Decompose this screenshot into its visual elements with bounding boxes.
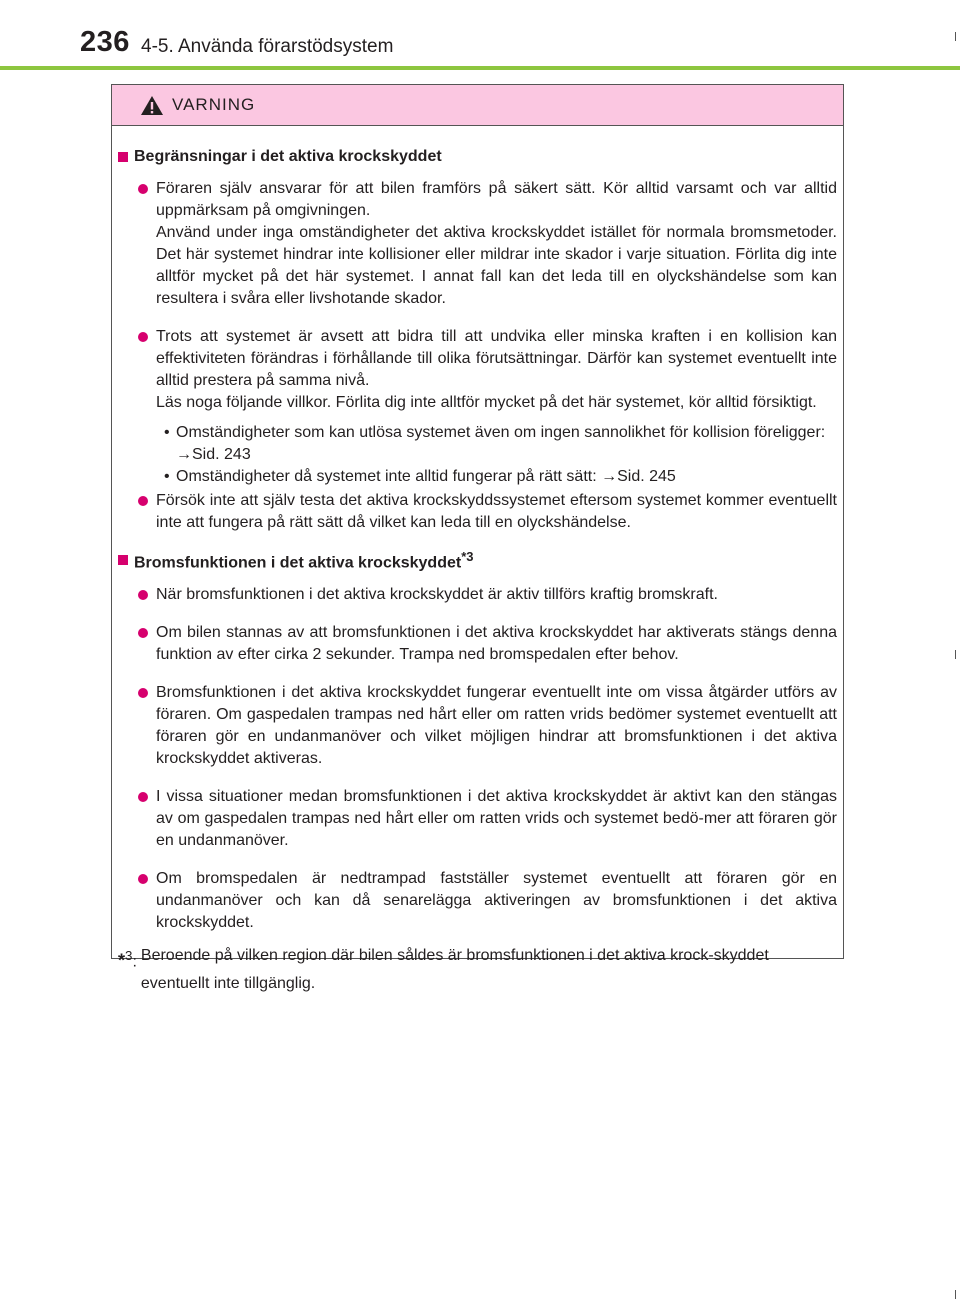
paragraph: Använd under inga omständigheter det aktiva krockskyddet istället för normala bromsmetoder. Det här systemet hindrar inte kollisioner eller mildrar inte skador i varje situation. Förlita dig inte alltför mycket på det här systemet. I annat fall kan det leda till en olyckshändelse som kan resultera i svåra eller livshotande skador. bbox=[156, 224, 837, 307]
section-title: 4-5. Använda förarstödsystem bbox=[141, 36, 394, 57]
paragraph: Försök inte att själv testa det aktiva krockskyddssystemet eftersom systemet kommer eventuellt inte att fungera på rätt sätt då vilket kan leda till en olyckshändelse. bbox=[156, 492, 837, 531]
square-bullet-icon bbox=[118, 152, 128, 162]
bullet-item bbox=[118, 682, 837, 770]
paragraph: Om bromspedalen är nedtrampad fastställer systemet eventuellt att föraren gör en undanmanöver och kan då senarelägga aktiveringen av bromsfunktionen i det aktiva krockskyddet. bbox=[156, 870, 837, 932]
square-bullet-icon bbox=[118, 555, 128, 565]
sub-item: • Omständigheter då systemet inte alltid fungerar på rätt sätt: →Sid. 245 bbox=[164, 468, 676, 485]
page-number: 236 bbox=[80, 26, 130, 58]
circle-bullet-icon bbox=[138, 184, 148, 194]
circle-bullet-icon bbox=[138, 688, 148, 698]
footnote-marker: *$^3$: bbox=[118, 948, 137, 971]
page-reference[interactable]: →Sid. 243 bbox=[176, 446, 251, 463]
page-header bbox=[0, 0, 960, 72]
section-heading: Bromsfunktionen i det aktiva krockskyddet$^{*3}$ bbox=[118, 546, 837, 574]
paragraph: Läs noga följande villkor. Förlita dig inte alltför mycket på det här systemet, kör alltid försiktigt. bbox=[156, 394, 817, 411]
bullet-item bbox=[118, 584, 837, 606]
circle-bullet-icon bbox=[138, 874, 148, 884]
bullet-item bbox=[118, 490, 837, 534]
circle-bullet-icon bbox=[138, 496, 148, 506]
section-heading: Begränsningar i det aktiva krockskyddet bbox=[118, 146, 837, 168]
warning-body bbox=[112, 126, 843, 998]
footnote-marker: *3 bbox=[461, 549, 474, 564]
bullet-item bbox=[118, 622, 837, 666]
bullet-item bbox=[118, 178, 837, 310]
warning-title: VARNING bbox=[172, 95, 256, 114]
crop-mark bbox=[955, 650, 956, 659]
paragraph: Trots att systemet är avsett att bidra till att undvika eller minska kraften i en kollision kan effektiviteten förändras i förhållande till olika förutsättningar. Därför kan systemet eventuellt inte alltid prestera på samma nivå. bbox=[156, 328, 837, 389]
bullet-item bbox=[118, 326, 837, 414]
circle-bullet-icon bbox=[138, 590, 148, 600]
circle-bullet-icon bbox=[138, 628, 148, 638]
page-reference[interactable]: →Sid. 245 bbox=[601, 468, 676, 485]
circle-bullet-icon bbox=[138, 332, 148, 342]
circle-bullet-icon bbox=[138, 792, 148, 802]
paragraph: Föraren själv ansvarar för att bilen framförs på säkert sätt. Kör alltid varsamt och var alltid uppmärksam på omgivningen. bbox=[156, 180, 837, 219]
warning-header bbox=[112, 85, 843, 126]
header-divider bbox=[0, 66, 960, 70]
bullet-item bbox=[118, 786, 837, 852]
warning-box bbox=[111, 84, 844, 993]
footnote bbox=[118, 942, 837, 998]
footnote-text: Beroende på vilken region där bilen såldes är bromsfunktionen i det aktiva krock-skyddet eventuellt inte tillgänglig. bbox=[140, 947, 769, 993]
paragraph: Bromsfunktionen i det aktiva krockskyddet fungerar eventuellt inte om vissa åtgärder utförs av föraren. Om gaspedalen trampas ned hårt eller om ratten vrids bedömer systemet eventuellt att föraren gör en undanmanöver och vilket möjligen hindrar att bromsfunktionen i det aktiva krockskyddet aktiveras. bbox=[156, 684, 837, 768]
sub-item: • Omständigheter som kan utlösa systemet även om ingen sannolikhet för kollision föreligger: →Sid. 243 bbox=[164, 424, 826, 463]
crop-mark bbox=[955, 1290, 956, 1299]
bullet-item bbox=[118, 868, 837, 934]
paragraph: Om bilen stannas av att bromsfunktionen i det aktiva krockskyddet har aktiverats stängs denna funktion av efter cirka 2 sekunder. Trampa ned bromspedalen efter behov. bbox=[156, 624, 837, 664]
crop-mark bbox=[955, 32, 956, 41]
paragraph: När bromsfunktionen i det aktiva krockskyddet är aktiv tillförs kraftig bromskraft. bbox=[156, 586, 718, 604]
warning-triangle-icon bbox=[140, 95, 164, 116]
paragraph: I vissa situationer medan bromsfunktionen i det aktiva krockskyddet är aktivt kan den stängas av om gaspedalen trampas ned hårt eller om ratten vrids och systemet bedö-mer att föraren gör en undanmanöver. bbox=[156, 788, 837, 850]
